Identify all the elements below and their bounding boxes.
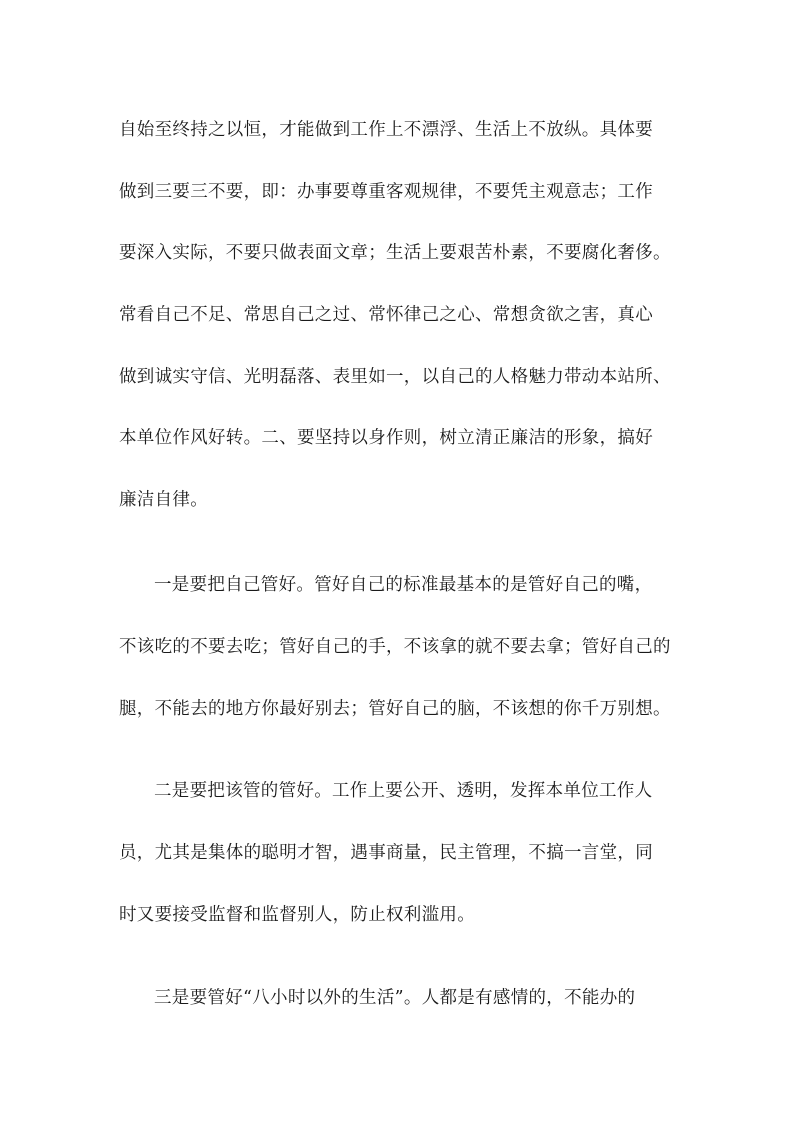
text-line: 做到诚实守信、光明磊落、表里如一，以自己的人格魅力带动本站所、 [119,367,671,387]
text-line: 不该吃的不要去吃；管好自己的手，不该拿的就不要去拿；管好自己的 [119,637,671,657]
text-line: 常看自己不足、常思自己之过、常怀律己之心、常想贪欲之害，真心 [119,305,653,325]
text-line: 员，尤其是集体的聪明才智，遇事商量，民主管理，不搞一言堂，同 [119,843,653,863]
text-line: 本单位作风好转。二、要坚持以身作则，树立清正廉洁的形象，搞好 [119,428,653,448]
text-line: 做到三要三不要，即：办事要尊重客观规律，不要凭主观意志；工作 [119,182,653,202]
text-line: 时又要接受监督和监督别人，防止权利滥用。 [119,905,475,925]
text-line: 要深入实际，不要只做表面文章；生活上要艰苦朴素，不要腐化奢侈。 [119,243,671,263]
text-line: 自始至终持之以恒，才能做到工作上不漂浮、生活上不放纵。具体要 [119,120,653,140]
text-line: 腿，不能去的地方你最好别去；管好自己的脑，不该想的你千万别想。 [119,699,671,719]
paragraph-first-line: 三是要管好“八小时以外的生活”。人都是有感情的，不能办的 [154,988,636,1008]
paragraph-first-line: 一是要把自己管好。管好自己的标准最基本的是管好自己的嘴， [154,575,653,595]
paragraph-first-line: 二是要把该管的管好。工作上要公开、透明，发挥本单位工作人 [154,781,653,801]
text-line: 廉洁自律。 [119,490,208,510]
